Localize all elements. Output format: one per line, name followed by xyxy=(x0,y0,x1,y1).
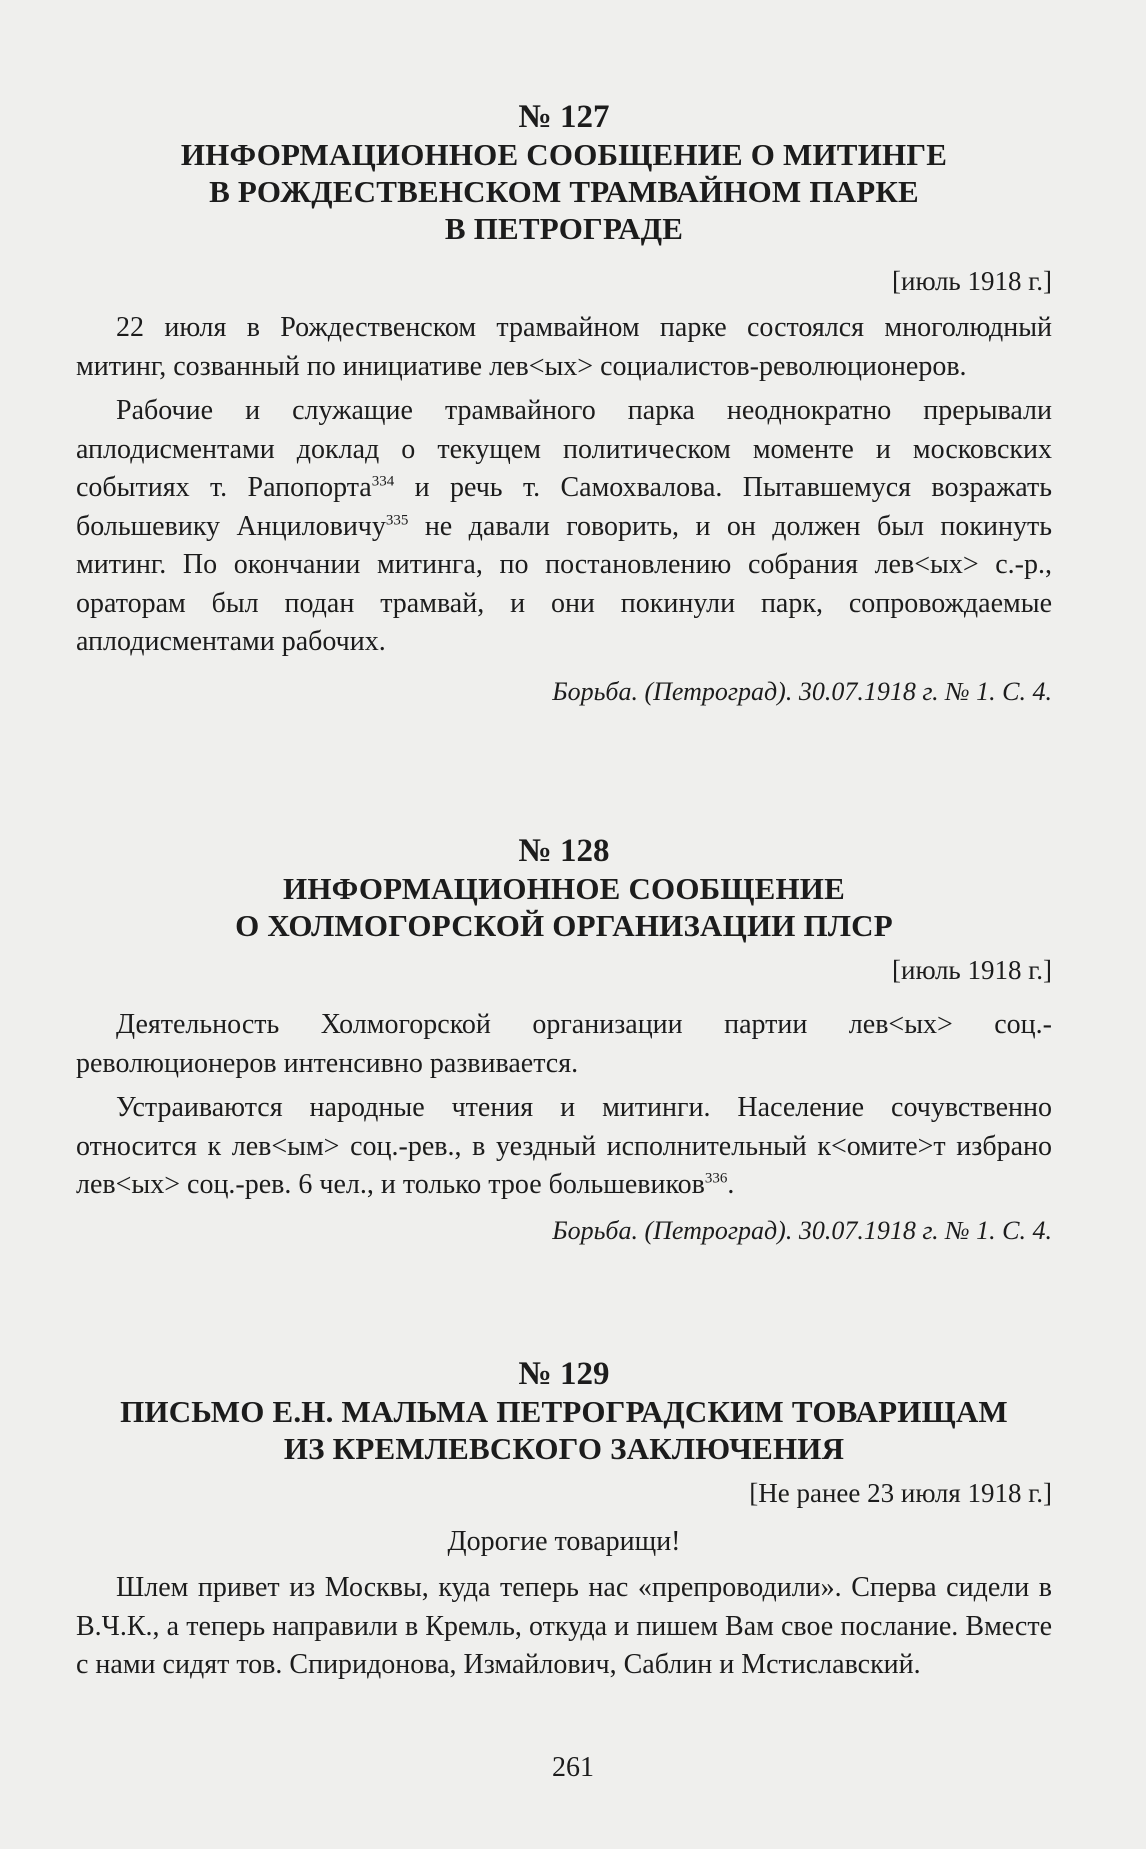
doc-129-title-line-1: ПИСЬМО Е.Н. МАЛЬМА ПЕТРОГРАДСКИМ ТОВАРИЩАМ xyxy=(120,1394,1008,1429)
doc-127-paragraph-1: 22 июля в Рождественском трамвайном парке состоялся многолюдный митинг, созванный по инициативе лев<ых> социалистов-революционеров. xyxy=(76,312,1052,382)
doc-129-number: № 129 xyxy=(518,1356,610,1392)
doc-127-paragraph-2 xyxy=(76,392,1052,662)
document-128 xyxy=(76,832,1052,1249)
doc-128-p2-end: . xyxy=(727,1169,735,1200)
doc-128-title-line-2: О ХОЛМОГОРСКОЙ ОРГАНИЗАЦИИ ПЛСР xyxy=(235,908,893,943)
doc-127-number: № 127 xyxy=(518,99,610,135)
doc-129-greeting: Дорогие товарищи! xyxy=(447,1526,681,1557)
doc-128-paragraph-1: Деятельность Холмогорской организации партии лев<ых> соц.-революционеров интенсивно развивается. xyxy=(76,1009,1052,1079)
book-page xyxy=(38,0,1108,1849)
doc-128-paragraph-2 xyxy=(76,1089,1052,1205)
doc-128-title-line-1: ИНФОРМАЦИОННОЕ СООБЩЕНИЕ xyxy=(283,871,845,906)
doc-129-title-line-2: ИЗ КРЕМЛЕВСКОГО ЗАКЛЮЧЕНИЯ xyxy=(283,1431,845,1466)
doc-127-date: [июль 1918 г.] xyxy=(892,266,1052,296)
doc-128-number: № 128 xyxy=(518,833,610,869)
doc-128-date: [июль 1918 г.] xyxy=(892,955,1052,985)
doc-127-p2-text-a: Рабочие и служащие трамвайного парка неоднократно прерывали аплодисментами доклад о текущем политическом моменте и московских событиях т. Рапопорта xyxy=(76,395,1052,503)
footnote-ref-334: 334 xyxy=(371,473,395,490)
doc-127-p2-text-c: не давали говорить, и он должен был покинуть митинг. По окончании митинга, по постановлению собрания лев<ых> с.-р., ораторам был подан трамвай, и они покинули парк, сопровождаемые аплодисментами рабочих. xyxy=(76,510,1052,657)
doc-129-paragraph-1: Шлем привет из Москвы, куда теперь нас «препроводили». Сперва сидели в В.Ч.К., а теперь направили в Кремль, откуда и пишем Вам свое послание. Вместе с нами сидят тов. Спиридонова, Измайлович, Саблин и Мстиславский. xyxy=(76,1572,1052,1680)
document-127 xyxy=(76,98,1052,710)
doc-127-title-line-3: В ПЕТРОГРАДЕ xyxy=(444,211,684,246)
footnote-ref-336: 336 xyxy=(704,1170,728,1187)
doc-127-source: Борьба. (Петроград). 30.07.1918 г. № 1. С. 4. xyxy=(552,676,1052,706)
doc-127-title-line-2: В РОЖДЕСТВЕНСКОМ ТРАМВАЙНОМ ПАРКЕ xyxy=(209,174,919,209)
page-number: 261 xyxy=(552,1752,594,1783)
footnote-ref-335: 335 xyxy=(385,512,409,529)
doc-128-p2-text: Устраиваются народные чтения и митинги. Население сочувственно относится к лев<ым> соц.-рев., в уездный исполнительный к<омите>т избрано лев<ых> соц.-рев. 6 чел., и только трое большевиков xyxy=(76,1092,1052,1200)
doc-127-p2-text-b: и речь т. Самохвалова. Пытавшемуся возражать большевику Анциловичу xyxy=(76,472,1052,542)
doc-127-title-line-1: ИНФОРМАЦИОННОЕ СООБЩЕНИЕ О МИТИНГЕ xyxy=(180,137,948,172)
doc-128-source: Борьба. (Петроград). 30.07.1918 г. № 1. С. 4. xyxy=(552,1215,1052,1245)
document-129 xyxy=(76,1355,1052,1685)
doc-129-date: [Не ранее 23 июля 1918 г.] xyxy=(749,1478,1052,1508)
